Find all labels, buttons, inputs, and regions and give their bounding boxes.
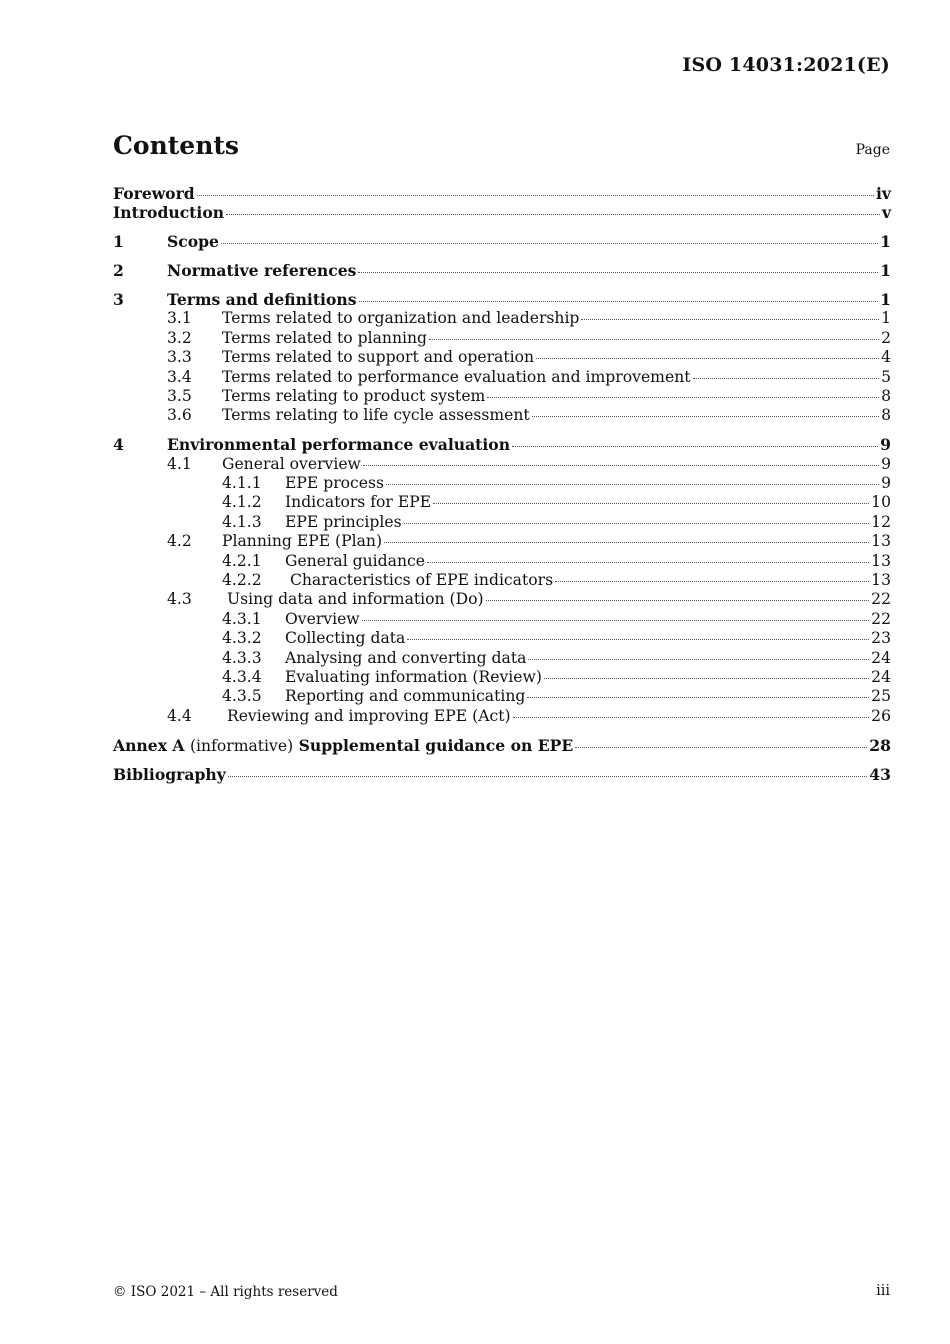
toc-entry[interactable]: [113, 232, 891, 251]
dot-leader: [404, 522, 870, 524]
dot-leader: [197, 194, 874, 196]
dot-leader: [544, 677, 869, 679]
dot-leader: [427, 561, 869, 563]
dot-leader: [407, 638, 869, 640]
toc-entry-page: 13: [871, 551, 891, 570]
toc-entry-title: Reporting and communicating: [285, 687, 526, 706]
toc-entry[interactable]: [113, 474, 891, 493]
toc-entry[interactable]: [113, 552, 891, 571]
toc-entry-title: Overview: [285, 609, 360, 628]
toc-entry[interactable]: [113, 765, 891, 784]
dot-leader: [386, 483, 879, 485]
toc-entry-number: 3.1: [167, 309, 192, 328]
copyright-notice: © ISO 2021 – All rights reserved: [113, 1284, 338, 1300]
toc-entry-number: 3.2: [167, 328, 192, 347]
toc-entry[interactable]: [113, 261, 891, 280]
toc-entry-page: 1: [880, 290, 891, 310]
dot-leader: [358, 271, 878, 273]
annex-label: Annex A: [113, 735, 185, 755]
toc-entry-page: 8: [881, 406, 891, 425]
toc-entry-page: 23: [871, 629, 891, 648]
toc-entry-number: 4.3.2: [222, 629, 262, 648]
dot-leader: [359, 300, 879, 302]
page-number: iii: [876, 1283, 890, 1299]
toc-entry[interactable]: [113, 513, 891, 532]
toc-entry[interactable]: [113, 435, 891, 454]
dot-leader: [429, 338, 879, 340]
toc-entry-number: 3.4: [167, 367, 192, 386]
toc-entry[interactable]: [113, 184, 891, 203]
toc-entry-page: 9: [881, 454, 891, 473]
toc-entry-number: 4.2.2: [222, 571, 262, 590]
toc-entry-page: 2: [881, 328, 891, 347]
toc-entry-title: EPE process: [285, 474, 385, 493]
toc-entry[interactable]: [113, 329, 891, 348]
toc-entry-title: Collecting data: [285, 629, 406, 648]
toc-entry[interactable]: [113, 590, 891, 609]
toc-entry-number: 4: [113, 435, 124, 455]
toc-entry-page: 24: [871, 667, 891, 686]
toc-entry-number: 4.1.3: [222, 512, 262, 531]
toc-entry-page: 12: [871, 512, 891, 531]
dot-leader: [363, 464, 879, 466]
dot-leader: [581, 318, 879, 320]
dot-leader: [228, 775, 868, 777]
toc-entry-number: 3.6: [167, 406, 192, 425]
toc-entry-number: 1: [113, 232, 124, 252]
toc-entry-number: 4.4: [167, 706, 192, 725]
toc-entry-title: Evaluating information (Review): [285, 667, 542, 686]
dot-leader: [226, 213, 880, 215]
toc-entry-title: Environmental performance evaluation: [167, 435, 511, 455]
toc-entry-number: 4.1.1: [222, 474, 262, 493]
toc-entry-number: 4.3.5: [222, 687, 262, 706]
toc-entry[interactable]: [113, 736, 891, 755]
toc-entry-title: Terms relating to life cycle assessment: [222, 406, 530, 425]
toc-entry-title: Indicators for EPE: [285, 493, 432, 512]
toc-entry[interactable]: [113, 290, 891, 309]
toc-entry[interactable]: [113, 649, 891, 668]
toc-entry-page: 1: [881, 309, 891, 328]
page-column-label: Page: [855, 142, 890, 158]
table-of-contents: [113, 184, 891, 784]
dot-leader: [536, 357, 879, 359]
toc-entry-page: 28: [869, 735, 891, 755]
toc-entry-page: 5: [881, 367, 891, 386]
dot-leader: [575, 746, 867, 748]
toc-entry-page: 22: [871, 609, 891, 628]
toc-entry-page: 43: [869, 764, 891, 784]
dot-leader: [362, 619, 870, 621]
annex-type: (informative): [189, 736, 294, 755]
toc-entry[interactable]: [113, 668, 891, 687]
toc-entry-title: EPE principles: [285, 512, 402, 531]
toc-entry-title: Using data and information (Do): [222, 590, 484, 609]
toc-entry-title: Terms related to planning: [222, 328, 427, 347]
toc-entry-title: Terms related to performance evaluation and improvement: [222, 367, 691, 386]
toc-entry-number: 3.5: [167, 387, 192, 406]
toc-entry-page: 8: [881, 387, 891, 406]
toc-entry[interactable]: [113, 493, 891, 512]
dot-leader: [384, 541, 869, 543]
dot-leader: [221, 242, 878, 244]
toc-entry-number: 2: [113, 261, 124, 281]
toc-entry[interactable]: [113, 532, 891, 551]
toc-entry-number: 4.2: [167, 532, 192, 551]
toc-entry-title: [113, 736, 573, 756]
toc-entry-page: 22: [871, 590, 891, 609]
toc-entry[interactable]: [113, 629, 891, 648]
toc-entry-number: 4.2.1: [222, 551, 262, 570]
toc-entry-page: 13: [871, 532, 891, 551]
toc-entry-page: 13: [871, 571, 891, 590]
toc-entry-page: 25: [871, 687, 891, 706]
dot-leader: [527, 696, 869, 698]
toc-entry[interactable]: [113, 348, 891, 367]
toc-entry-number: 3.3: [167, 348, 192, 367]
toc-entry-number: 4.3: [167, 590, 192, 609]
document-id: ISO 14031:2021(E): [682, 54, 890, 76]
toc-entry-title: Characteristics of EPE indicators: [285, 571, 554, 590]
toc-entry[interactable]: [113, 610, 891, 629]
toc-entry[interactable]: [113, 309, 891, 328]
toc-entry-title: Normative references: [167, 261, 357, 281]
toc-entry-page: 4: [881, 348, 891, 367]
toc-entry-page: 9: [880, 435, 891, 455]
toc-entry-page: 26: [871, 706, 891, 725]
toc-entry-title: Reviewing and improving EPE (Act): [222, 706, 511, 725]
toc-entry[interactable]: [113, 687, 891, 706]
dot-leader: [487, 396, 879, 398]
toc-entry[interactable]: [113, 455, 891, 474]
toc-entry-title: Terms related to support and operation: [222, 348, 535, 367]
toc-entry-page: 1: [880, 232, 891, 252]
page-title: Contents: [113, 131, 240, 160]
toc-entry[interactable]: [113, 203, 891, 222]
toc-entry-number: 4.3.4: [222, 667, 262, 686]
toc-entry-title: Terms relating to product system: [222, 387, 486, 406]
toc-entry-number: 4.3.3: [222, 648, 262, 667]
toc-entry-page: 24: [871, 648, 891, 667]
annex-title: Supplemental guidance on EPE: [298, 735, 574, 755]
toc-entry-title: Foreword: [113, 184, 195, 203]
dot-leader: [532, 415, 879, 417]
dot-leader: [528, 658, 869, 660]
dot-leader: [486, 599, 870, 601]
toc-entry-page: 9: [881, 474, 891, 493]
toc-entry-page: 10: [871, 493, 891, 512]
dot-leader: [693, 377, 880, 379]
toc-entry-title: Introduction: [113, 203, 225, 223]
toc-entry-title: Bibliography: [113, 764, 226, 784]
toc-entry-number: 4.3.1: [222, 609, 262, 628]
toc-entry-title: Planning EPE (Plan): [222, 532, 383, 551]
toc-entry[interactable]: [113, 571, 891, 590]
toc-entry-title: Terms related to organization and leadership: [222, 309, 580, 328]
dot-leader: [513, 716, 870, 718]
toc-entry-title: Scope: [167, 232, 219, 252]
toc-entry-page: 1: [880, 261, 891, 281]
toc-entry[interactable]: [113, 406, 891, 425]
dot-leader: [555, 580, 869, 582]
toc-entry-title: General overview: [222, 454, 361, 473]
toc-entry[interactable]: [113, 707, 891, 726]
toc-entry-page: iv: [876, 184, 891, 203]
dot-leader: [433, 502, 869, 504]
dot-leader: [512, 445, 878, 447]
toc-entry-number: 3: [113, 290, 124, 310]
toc-entry-number: 4.1.2: [222, 493, 262, 512]
toc-entry-number: 4.1: [167, 454, 192, 473]
toc-entry[interactable]: [113, 368, 891, 387]
toc-entry-title: Terms and definitions: [167, 290, 357, 310]
toc-entry-title: Analysing and converting data: [285, 648, 527, 667]
toc-entry-title: General guidance: [285, 551, 425, 570]
toc-entry-page: v: [881, 203, 891, 223]
toc-entry[interactable]: [113, 387, 891, 406]
